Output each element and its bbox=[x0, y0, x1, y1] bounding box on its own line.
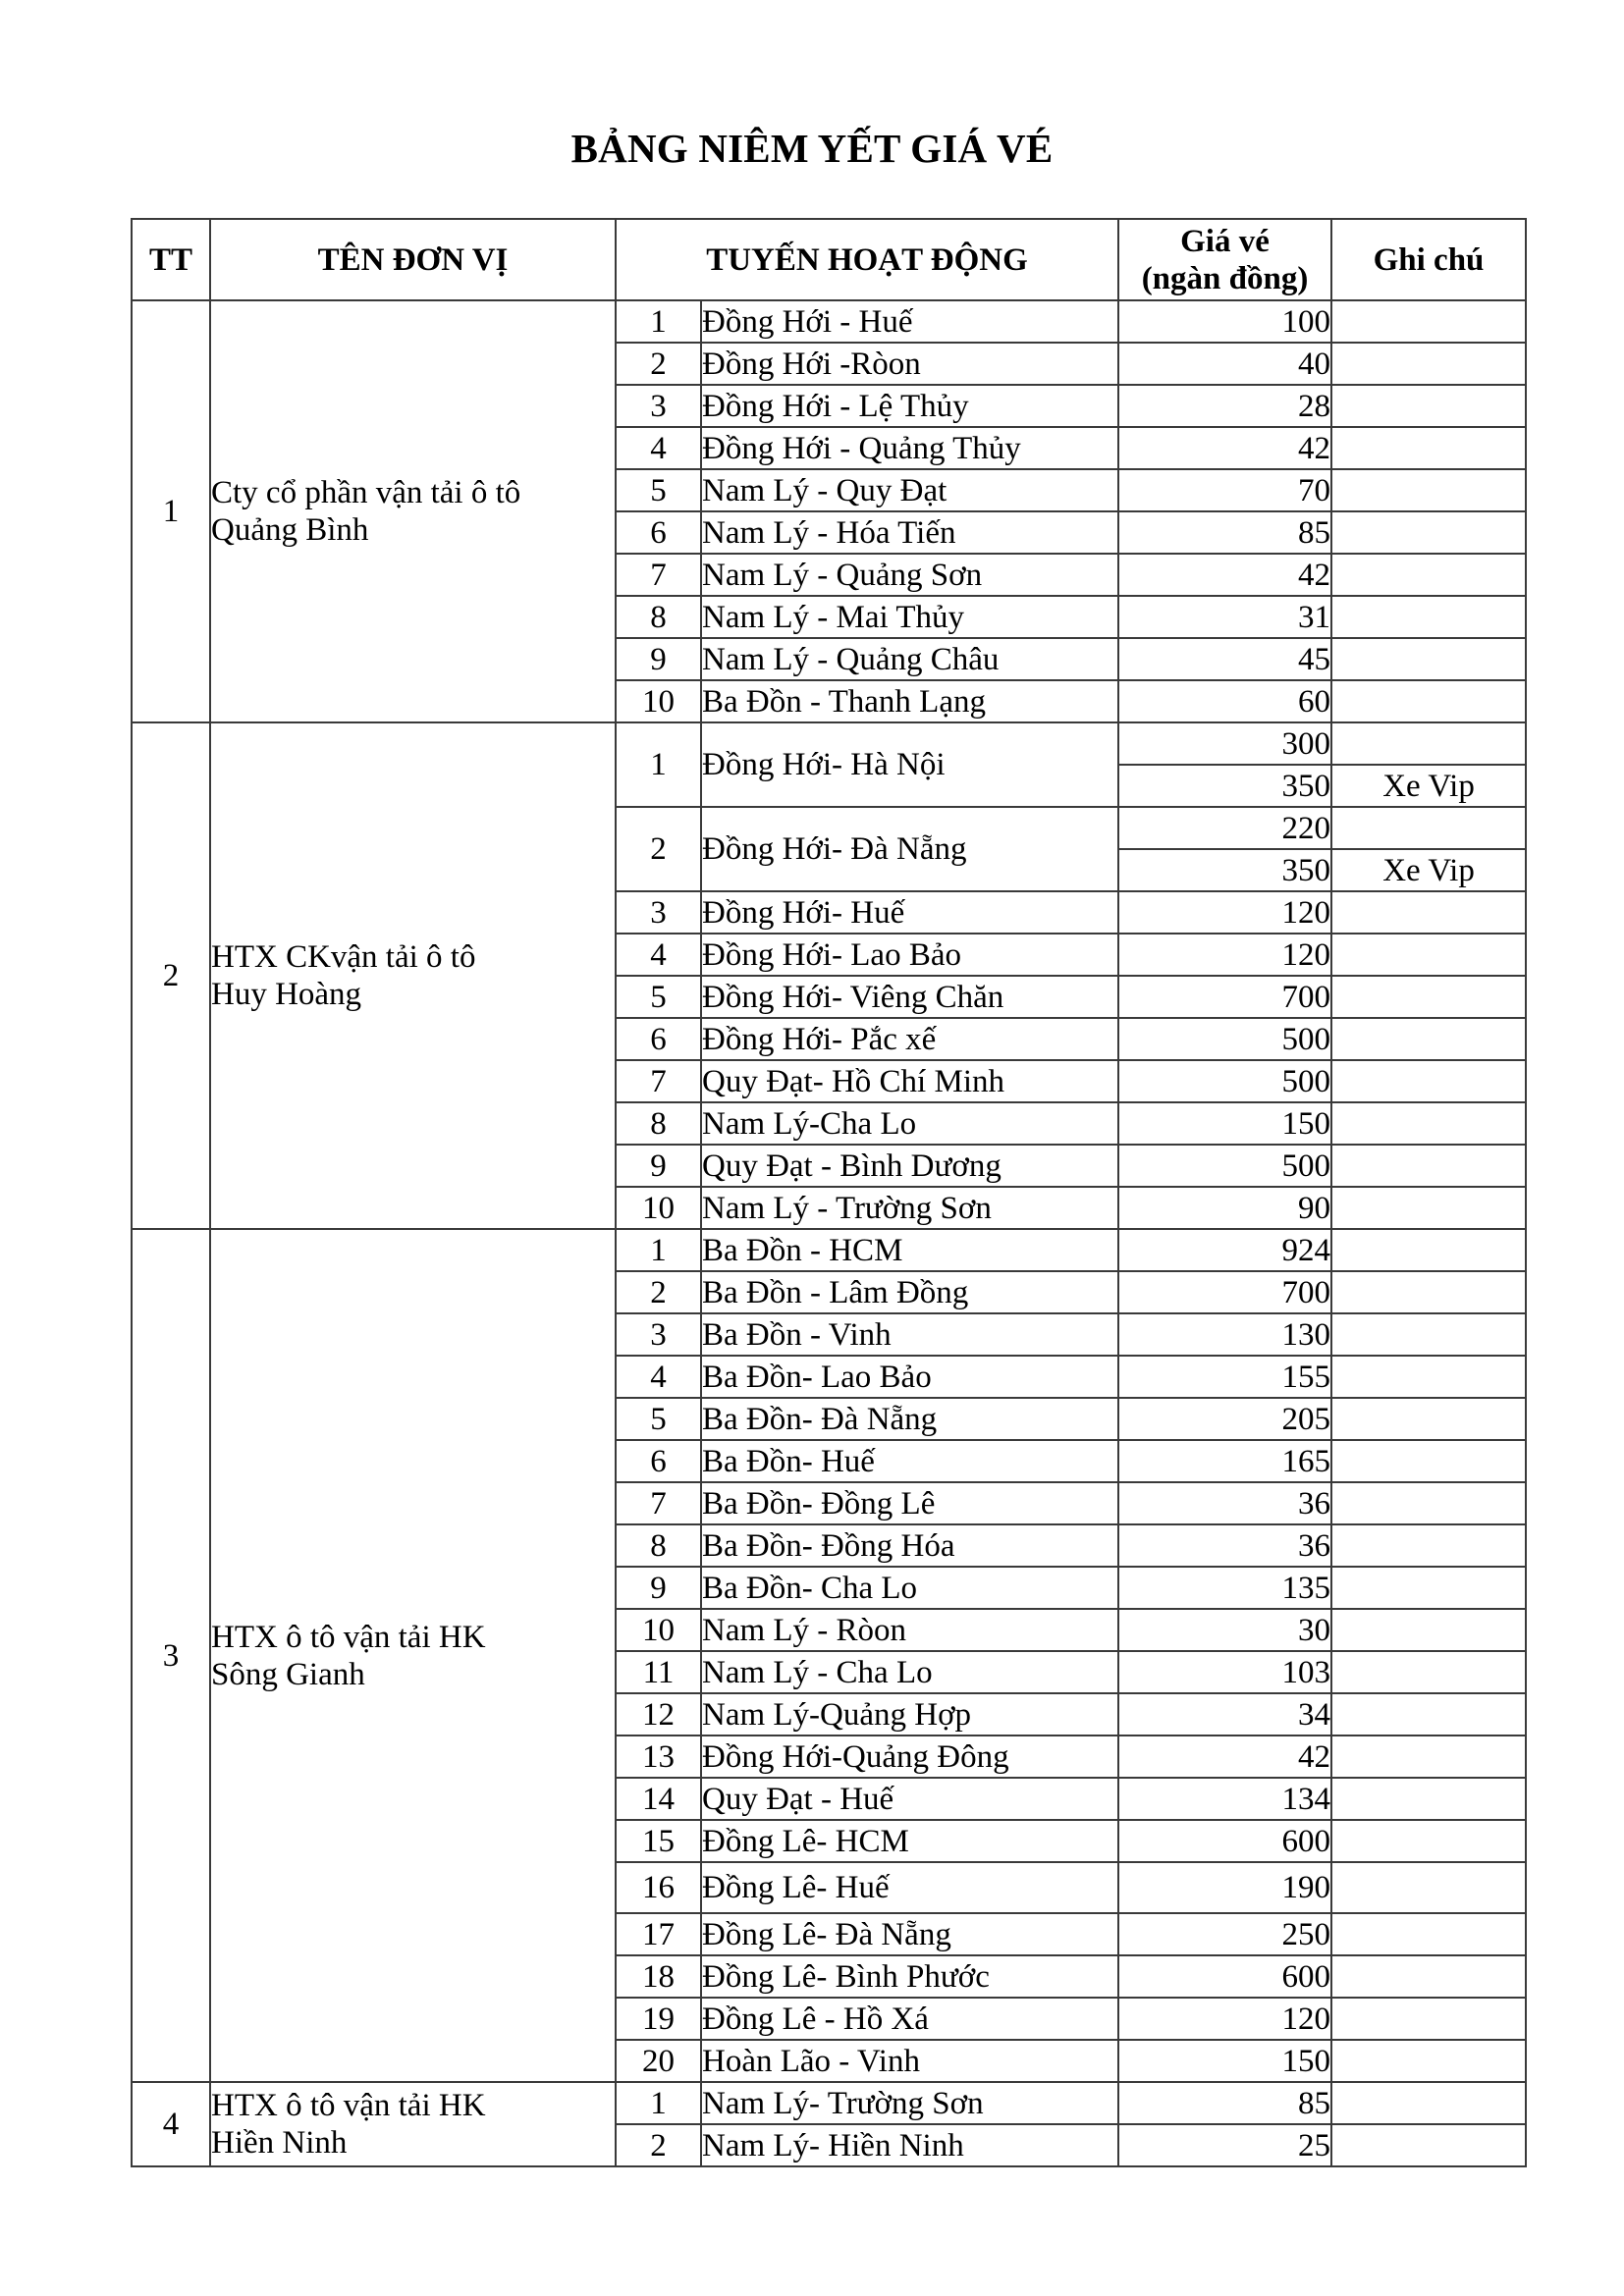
price-note bbox=[1331, 1735, 1526, 1778]
price-note bbox=[1331, 2040, 1526, 2082]
price-note bbox=[1331, 1356, 1526, 1398]
ticket-price: 600 bbox=[1118, 1820, 1331, 1862]
ticket-price-table bbox=[131, 218, 1527, 2167]
header-route: TUYẾN HOẠT ĐỘNG bbox=[616, 219, 1118, 300]
route-name: Ba Đồn- Lao Bảo bbox=[701, 1356, 1118, 1398]
ticket-price: 85 bbox=[1118, 511, 1331, 554]
route-name: Đồng Hới -Ròon bbox=[701, 343, 1118, 385]
table-row bbox=[132, 2082, 1526, 2124]
ticket-price: 34 bbox=[1118, 1693, 1331, 1735]
ticket-price: 600 bbox=[1118, 1955, 1331, 1998]
ticket-price: 36 bbox=[1118, 1482, 1331, 1524]
price-note bbox=[1331, 554, 1526, 596]
route-number: 1 bbox=[616, 722, 701, 807]
price-note bbox=[1331, 1609, 1526, 1651]
route-number: 3 bbox=[616, 891, 701, 934]
route-name: Đồng Lê- Bình Phước bbox=[701, 1955, 1118, 1998]
price-note bbox=[1331, 1398, 1526, 1440]
ticket-price: 150 bbox=[1118, 1102, 1331, 1145]
route-number: 4 bbox=[616, 427, 701, 469]
ticket-price: 130 bbox=[1118, 1313, 1331, 1356]
route-name: Đồng Hới- Pắc xế bbox=[701, 1018, 1118, 1060]
ticket-price: 31 bbox=[1118, 596, 1331, 638]
route-number: 2 bbox=[616, 343, 701, 385]
price-note bbox=[1331, 1955, 1526, 1998]
route-name: Đồng Lê- Đà Nẵng bbox=[701, 1913, 1118, 1955]
route-number: 20 bbox=[616, 2040, 701, 2082]
route-name: Ba Đồn- Huế bbox=[701, 1440, 1118, 1482]
route-name: Đồng Hới- Hà Nội bbox=[701, 722, 1118, 807]
route-number: 2 bbox=[616, 1271, 701, 1313]
header-note: Ghi chú bbox=[1331, 219, 1526, 300]
price-note bbox=[1331, 1693, 1526, 1735]
price-note bbox=[1331, 722, 1526, 765]
price-note bbox=[1331, 1145, 1526, 1187]
page-title: BẢNG NIÊM YẾT GIÁ VÉ bbox=[570, 126, 1054, 171]
route-number: 11 bbox=[616, 1651, 701, 1693]
route-name: Ba Đồn - Thanh Lạng bbox=[701, 680, 1118, 722]
ticket-price: 40 bbox=[1118, 343, 1331, 385]
route-name: Nam Lý - Cha Lo bbox=[701, 1651, 1118, 1693]
price-note bbox=[1331, 427, 1526, 469]
ticket-price: 350 bbox=[1118, 849, 1331, 891]
unit-number: 4 bbox=[132, 2082, 210, 2166]
route-name: Đồng Hới- Huế bbox=[701, 891, 1118, 934]
unit-name-line1: HTX ô tô vận tải HK bbox=[211, 2088, 486, 2123]
price-note bbox=[1331, 1651, 1526, 1693]
price-note bbox=[1331, 343, 1526, 385]
route-name: Quy Đạt - Huế bbox=[701, 1778, 1118, 1820]
ticket-price: 36 bbox=[1118, 1524, 1331, 1567]
route-number: 8 bbox=[616, 1102, 701, 1145]
ticket-price: 155 bbox=[1118, 1356, 1331, 1398]
price-note: Xe Vip bbox=[1331, 849, 1526, 891]
route-name: Nam Lý- Trường Sơn bbox=[701, 2082, 1118, 2124]
route-name: Ba Đồn- Đà Nẵng bbox=[701, 1398, 1118, 1440]
route-name: Hoàn Lão - Vinh bbox=[701, 2040, 1118, 2082]
route-name: Đồng Hới - Quảng Thủy bbox=[701, 427, 1118, 469]
route-number: 4 bbox=[616, 934, 701, 976]
table-row bbox=[132, 300, 1526, 343]
ticket-price: 150 bbox=[1118, 2040, 1331, 2082]
route-name: Ba Đồn- Đồng Hóa bbox=[701, 1524, 1118, 1567]
route-name: Đồng Lê- HCM bbox=[701, 1820, 1118, 1862]
price-note bbox=[1331, 1018, 1526, 1060]
table-header-row bbox=[132, 219, 1526, 300]
ticket-price: 90 bbox=[1118, 1187, 1331, 1229]
header-price-line1: Giá vé bbox=[1180, 223, 1270, 259]
price-note bbox=[1331, 976, 1526, 1018]
ticket-price: 70 bbox=[1118, 469, 1331, 511]
route-name: Nam Lý - Hóa Tiến bbox=[701, 511, 1118, 554]
route-number: 10 bbox=[616, 1187, 701, 1229]
route-number: 9 bbox=[616, 1567, 701, 1609]
ticket-price: 100 bbox=[1118, 300, 1331, 343]
ticket-price: 120 bbox=[1118, 934, 1331, 976]
price-note bbox=[1331, 680, 1526, 722]
route-number: 8 bbox=[616, 596, 701, 638]
unit-name bbox=[210, 2082, 616, 2166]
route-name: Nam Lý - Quảng Sơn bbox=[701, 554, 1118, 596]
price-note bbox=[1331, 469, 1526, 511]
route-name: Đồng Hới-Quảng Đông bbox=[701, 1735, 1118, 1778]
route-number: 6 bbox=[616, 1018, 701, 1060]
price-note bbox=[1331, 1913, 1526, 1955]
price-note bbox=[1331, 1187, 1526, 1229]
ticket-price: 120 bbox=[1118, 891, 1331, 934]
route-number: 7 bbox=[616, 554, 701, 596]
price-note bbox=[1331, 891, 1526, 934]
ticket-price: 42 bbox=[1118, 1735, 1331, 1778]
route-number: 14 bbox=[616, 1778, 701, 1820]
ticket-price: 300 bbox=[1118, 722, 1331, 765]
price-note bbox=[1331, 1060, 1526, 1102]
route-number: 2 bbox=[616, 2124, 701, 2166]
unit-number: 2 bbox=[132, 722, 210, 1229]
route-name: Đồng Lê- Huế bbox=[701, 1862, 1118, 1913]
route-number: 1 bbox=[616, 300, 701, 343]
table-row bbox=[132, 722, 1526, 765]
route-name: Quy Đạt- Hồ Chí Minh bbox=[701, 1060, 1118, 1102]
route-name: Ba Đồn- Cha Lo bbox=[701, 1567, 1118, 1609]
unit-name-line1: HTX ô tô vận tải HK bbox=[211, 1619, 486, 1655]
route-number: 5 bbox=[616, 976, 701, 1018]
price-note bbox=[1331, 1567, 1526, 1609]
route-name: Nam Lý - Quảng Châu bbox=[701, 638, 1118, 680]
unit-name-line1: Cty cổ phần vận tải ô tô bbox=[211, 475, 521, 510]
unit-name-line1: HTX CKvận tải ô tô bbox=[211, 939, 476, 975]
route-number: 3 bbox=[616, 385, 701, 427]
route-name: Ba Đồn - HCM bbox=[701, 1229, 1118, 1271]
header-price-line2: (ngàn đồng) bbox=[1141, 260, 1309, 296]
ticket-price: 700 bbox=[1118, 976, 1331, 1018]
price-note: Xe Vip bbox=[1331, 765, 1526, 807]
unit-name bbox=[210, 1229, 616, 2082]
unit-name-line2: Huy Hoàng bbox=[211, 977, 362, 1012]
price-note bbox=[1331, 1524, 1526, 1567]
route-name: Ba Đồn - Vinh bbox=[701, 1313, 1118, 1356]
route-number: 9 bbox=[616, 1145, 701, 1187]
route-number: 13 bbox=[616, 1735, 701, 1778]
price-note bbox=[1331, 1820, 1526, 1862]
header-tt: TT bbox=[132, 219, 210, 300]
price-note bbox=[1331, 511, 1526, 554]
route-number: 5 bbox=[616, 1398, 701, 1440]
route-number: 15 bbox=[616, 1820, 701, 1862]
route-number: 19 bbox=[616, 1998, 701, 2040]
header-price bbox=[1118, 219, 1331, 300]
unit-name bbox=[210, 300, 616, 722]
route-number: 1 bbox=[616, 1229, 701, 1271]
route-number: 8 bbox=[616, 1524, 701, 1567]
route-number: 7 bbox=[616, 1060, 701, 1102]
ticket-price: 42 bbox=[1118, 427, 1331, 469]
ticket-price: 60 bbox=[1118, 680, 1331, 722]
ticket-price: 103 bbox=[1118, 1651, 1331, 1693]
price-note bbox=[1331, 2124, 1526, 2166]
price-note bbox=[1331, 1440, 1526, 1482]
route-number: 1 bbox=[616, 2082, 701, 2124]
table-row bbox=[132, 1229, 1526, 1271]
route-number: 12 bbox=[616, 1693, 701, 1735]
price-note bbox=[1331, 385, 1526, 427]
route-name: Đồng Hới- Đà Nẵng bbox=[701, 807, 1118, 891]
unit-number: 1 bbox=[132, 300, 210, 722]
ticket-price: 700 bbox=[1118, 1271, 1331, 1313]
unit-name bbox=[210, 722, 616, 1229]
ticket-price: 45 bbox=[1118, 638, 1331, 680]
ticket-price: 500 bbox=[1118, 1060, 1331, 1102]
ticket-price: 924 bbox=[1118, 1229, 1331, 1271]
ticket-price: 134 bbox=[1118, 1778, 1331, 1820]
route-number: 10 bbox=[616, 1609, 701, 1651]
ticket-price: 500 bbox=[1118, 1018, 1331, 1060]
route-number: 6 bbox=[616, 511, 701, 554]
ticket-price: 30 bbox=[1118, 1609, 1331, 1651]
header-unit-name: TÊN ĐƠN VỊ bbox=[210, 219, 616, 300]
ticket-price: 135 bbox=[1118, 1567, 1331, 1609]
ticket-price: 350 bbox=[1118, 765, 1331, 807]
route-name: Ba Đồn- Đồng Lê bbox=[701, 1482, 1118, 1524]
route-name: Nam Lý - Trường Sơn bbox=[701, 1187, 1118, 1229]
route-name: Đồng Hới - Lệ Thủy bbox=[701, 385, 1118, 427]
ticket-price: 220 bbox=[1118, 807, 1331, 849]
route-number: 3 bbox=[616, 1313, 701, 1356]
price-note bbox=[1331, 807, 1526, 849]
route-name: Đồng Lê - Hồ Xá bbox=[701, 1998, 1118, 2040]
route-name: Đồng Hới- Viêng Chăn bbox=[701, 976, 1118, 1018]
route-name: Quy Đạt - Bình Dương bbox=[701, 1145, 1118, 1187]
route-name: Nam Lý - Mai Thủy bbox=[701, 596, 1118, 638]
ticket-price: 190 bbox=[1118, 1862, 1331, 1913]
price-note bbox=[1331, 2082, 1526, 2124]
table-body bbox=[132, 300, 1526, 2166]
unit-name-line2: Hiền Ninh bbox=[211, 2125, 348, 2161]
route-number: 4 bbox=[616, 1356, 701, 1398]
route-name: Nam Lý - Quy Đạt bbox=[701, 469, 1118, 511]
ticket-price: 25 bbox=[1118, 2124, 1331, 2166]
route-number: 6 bbox=[616, 1440, 701, 1482]
route-number: 18 bbox=[616, 1955, 701, 1998]
route-number: 17 bbox=[616, 1913, 701, 1955]
ticket-price: 28 bbox=[1118, 385, 1331, 427]
price-note bbox=[1331, 1271, 1526, 1313]
price-note bbox=[1331, 934, 1526, 976]
route-number: 2 bbox=[616, 807, 701, 891]
price-note bbox=[1331, 1313, 1526, 1356]
route-name: Nam Lý- Hiền Ninh bbox=[701, 2124, 1118, 2166]
price-note bbox=[1331, 1862, 1526, 1913]
price-note bbox=[1331, 1998, 1526, 2040]
price-note bbox=[1331, 1482, 1526, 1524]
route-number: 5 bbox=[616, 469, 701, 511]
route-number: 7 bbox=[616, 1482, 701, 1524]
price-note bbox=[1331, 1229, 1526, 1271]
route-number: 16 bbox=[616, 1862, 701, 1913]
route-name: Đồng Hới - Huế bbox=[701, 300, 1118, 343]
price-note bbox=[1331, 1102, 1526, 1145]
route-number: 10 bbox=[616, 680, 701, 722]
ticket-price: 85 bbox=[1118, 2082, 1331, 2124]
unit-name-line2: Sông Gianh bbox=[211, 1656, 365, 1692]
ticket-price: 165 bbox=[1118, 1440, 1331, 1482]
price-note bbox=[1331, 300, 1526, 343]
ticket-price: 42 bbox=[1118, 554, 1331, 596]
route-number: 9 bbox=[616, 638, 701, 680]
ticket-price: 500 bbox=[1118, 1145, 1331, 1187]
price-note bbox=[1331, 638, 1526, 680]
price-note bbox=[1331, 596, 1526, 638]
unit-number: 3 bbox=[132, 1229, 210, 2082]
route-name: Nam Lý-Cha Lo bbox=[701, 1102, 1118, 1145]
unit-name-line2: Quảng Bình bbox=[211, 512, 369, 548]
route-name: Nam Lý-Quảng Hợp bbox=[701, 1693, 1118, 1735]
route-name: Ba Đồn - Lâm Đồng bbox=[701, 1271, 1118, 1313]
ticket-price: 250 bbox=[1118, 1913, 1331, 1955]
route-name: Đồng Hới- Lao Bảo bbox=[701, 934, 1118, 976]
price-note bbox=[1331, 1778, 1526, 1820]
route-name: Nam Lý - Ròon bbox=[701, 1609, 1118, 1651]
ticket-price: 120 bbox=[1118, 1998, 1331, 2040]
ticket-price: 205 bbox=[1118, 1398, 1331, 1440]
